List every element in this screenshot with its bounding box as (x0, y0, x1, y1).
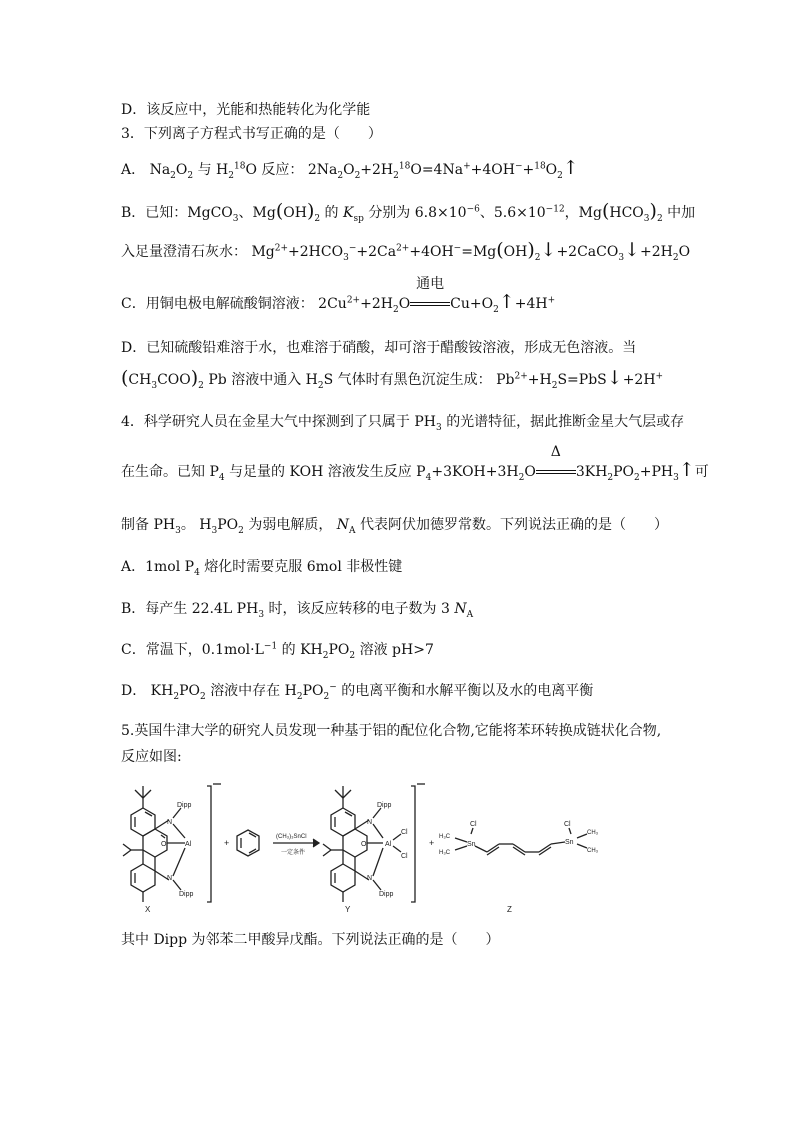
dipp-label-x-bottom: Dipp (179, 891, 194, 898)
q5-stem-line2: 反应如图: (121, 749, 182, 765)
o-label-y: O (361, 841, 367, 848)
q3-option-d-line2: $(CH_3COO)_2$ Pb 溶液中通入 $H_2S$ 气体时有黑色沉淀生成： $Pb^{2+}+H_2S=PbS↓+2H^+$ (121, 367, 664, 391)
q3-option-d-line1: D．已知硫酸铅难溶于水，也难溶于硝酸，却可溶于醋酸铵溶液，形成无色溶液。当 (121, 340, 637, 356)
q4-option-d: D． $KH_2PO_2$ 溶液中存在 $H_2PO_2^-$ 的电离平衡和水解平衡以及水的电离平衡 (121, 682, 594, 702)
reagent-top: (CH₃)₃SnCl (276, 834, 307, 840)
q4-stem-line1: 4．科学研究人员在金星大气中探测到了只属于 $PH_3$ 的光谱特征，据此推断金星大气层或存 (121, 414, 685, 433)
cl-label-z-left: Cl (470, 821, 477, 828)
o-label-x: O (161, 841, 167, 848)
q5-stem-line1: 5.英国牛津大学的研究人员发现一种基于铝的配位化合物,它能将苯环转换成链状化合物, (121, 723, 662, 739)
sn-label-z-right: Sn (565, 839, 574, 846)
ch3-label-z-top: CH₃ (587, 830, 599, 836)
cl-label-z-right: Cl (564, 821, 571, 828)
q3-option-b-line2: 入足量澄清石灰水： $Mg^{2+}+2HCO_3^-+2Ca^{2+}+4OH^-=Mg(OH)_2↓+2CaCO_3↓+2H_2O$ (121, 239, 691, 263)
label-x: X (145, 905, 151, 914)
q3-option-a: A． $Na_2O_2$ 与 $H_2^{18}O$ 反应： $2Na_2O_2+2H_2^{18}O=4Na^++4OH^-+^{18}O_2↑$ (121, 157, 579, 181)
q4-option-c: C．常温下，$0.1mol\cdot L^{-1}$ 的 $KH_2PO_2$ 溶液 pH>7 (121, 641, 434, 661)
plus-1: + (224, 838, 230, 848)
q3-option-b-line1: B．已知：MgCO$_3$、$Mg(OH)_2$ 的 $K_{sp}$ 分别为 $6.8\times 10^{-6}$、$5.6\times 10^{-12}$，$Mg(HCO_3)_2$ 中加 (121, 200, 696, 224)
sn-label-z-left: Sn (467, 841, 476, 848)
n-label-y-top: N (367, 819, 373, 826)
dipp-label-y-bottom: Dipp (379, 891, 394, 898)
cl-label-y-top: Cl (401, 829, 408, 836)
benzene (237, 830, 259, 856)
h3c-label-z-bottom: H₃C (439, 850, 451, 856)
q4-stem-line2: 在生命。已知 $P_4$ 与足量的 KOH 溶液发生反应 $P_4+3KOH+3H_2O$ Δ $3KH_2PO_2+PH_3↑$可 (121, 444, 709, 483)
q3-stem: 3．下列离子方程式书写正确的是（ ） (121, 126, 382, 142)
q5-after-figure: 其中 Dipp 为邻苯二甲酸异戊酯。下列说法正确的是（ ） (121, 932, 500, 948)
q3-option-c: C．用铜电极电解硫酸铜溶液： $2Cu^{2+}+2H_2O$ 通电 $Cu+O_2↑+4H^+$ (121, 276, 556, 315)
reagent-bottom: 一定条件 (281, 850, 306, 856)
ch3-label-z-bottom: CH₃ (587, 848, 599, 854)
reaction-scheme-svg (121, 780, 681, 915)
q4-option-a: A．1mol $P_4$ 熔化时需要克服 6mol 非极性键 (121, 559, 403, 578)
molecule-x (123, 786, 185, 902)
n-label-x-top: N (167, 819, 173, 826)
label-y: Y (345, 905, 351, 914)
plus-2: + (429, 838, 435, 848)
q4-stem-line3: 制备 $PH_3$。 $H_3PO_2$ 为弱电解质， $N_A$ 代表阿伏加德罗常数。下列说法正确的是（ ） (121, 517, 668, 536)
al-label-x: Al (185, 841, 192, 848)
n-label-y-bottom: N (367, 875, 373, 882)
dipp-label-x-top: Dipp (177, 802, 192, 809)
n-label-x-bottom: N (167, 875, 173, 882)
h3c-label-z-top: H₃C (439, 834, 451, 840)
dipp-label-y-top: Dipp (377, 802, 392, 809)
q4-option-b: B．每产生 22.4L $PH_3$ 时，该反应转移的电子数为 3 $N_A$ (121, 601, 474, 620)
reaction-scheme-figure (121, 780, 681, 915)
label-z: Z (507, 905, 512, 914)
q2-option-d: D．该反应中，光能和热能转化为化学能 (121, 102, 371, 118)
cl-label-y-bottom: Cl (401, 853, 408, 860)
al-label-y: Al (385, 841, 392, 848)
